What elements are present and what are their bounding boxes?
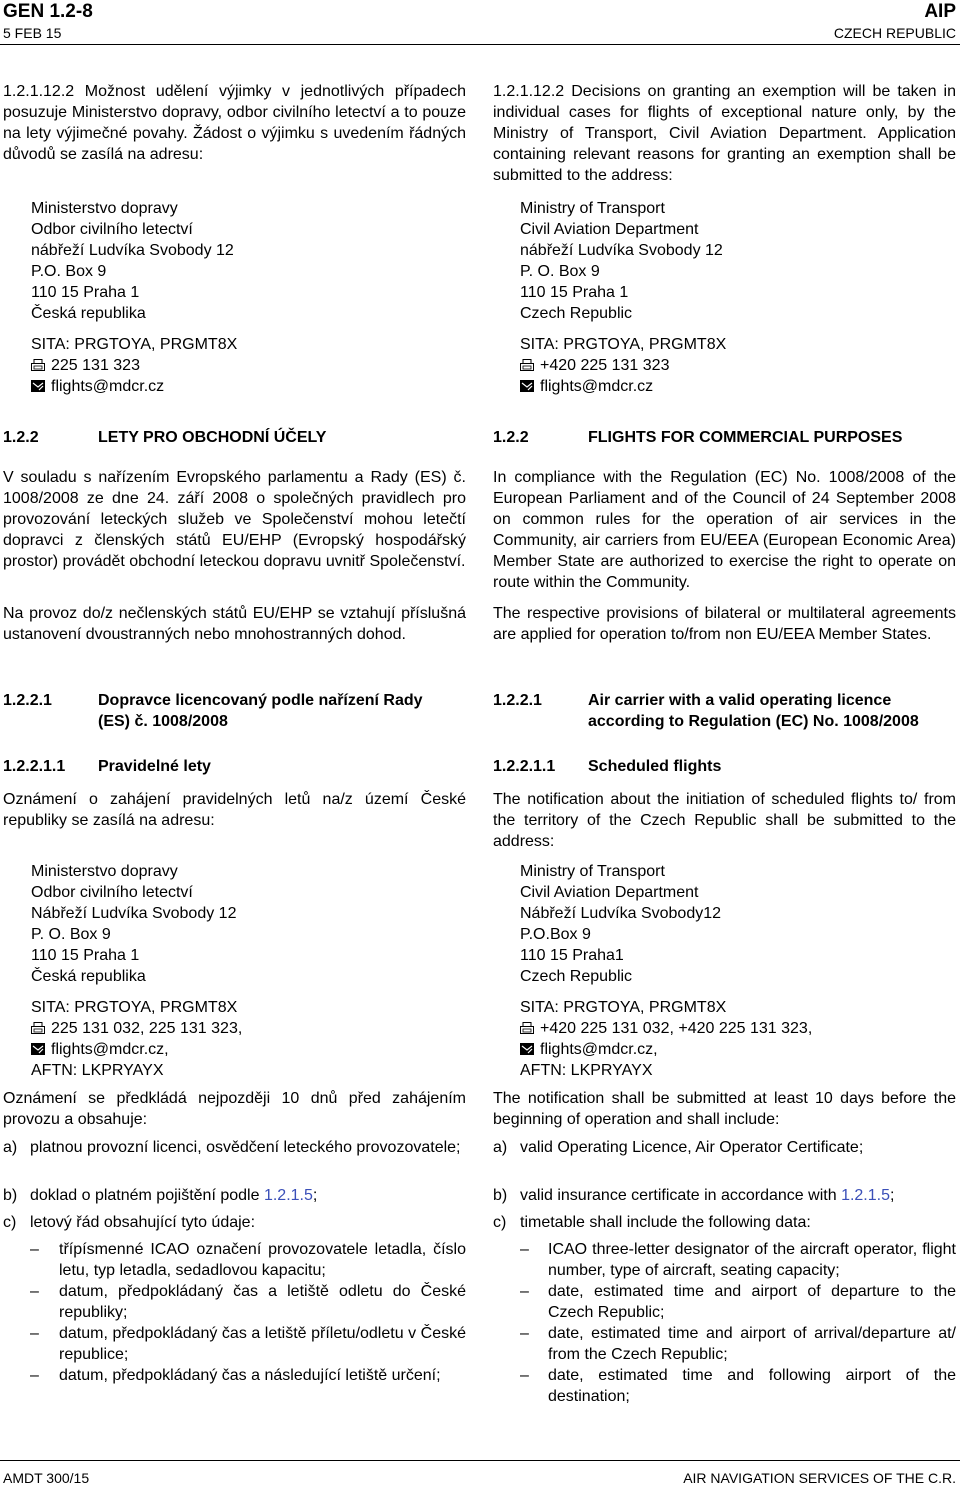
dash-marker: – — [30, 1325, 39, 1342]
fax-number: +420 225 131 323 — [540, 357, 670, 374]
section-number: 1.2.2.1.1 — [493, 758, 556, 775]
mail-line — [520, 376, 956, 397]
dash-item-2: datum, předpokládaný čas a letiště odletu do České republiky; — [59, 1283, 466, 1321]
section-title: Scheduled flights — [588, 758, 722, 775]
header-rule — [0, 44, 960, 45]
email-address: flights@mdcr.cz — [51, 378, 165, 395]
email-address: flights@mdcr.cz, — [540, 1041, 658, 1058]
dash-marker: – — [30, 1367, 39, 1384]
section-number: 1.2.2 — [3, 429, 39, 446]
address-line: P. O. Box 9 — [520, 263, 600, 280]
list-item-b-text: valid insurance certificate in accordance with — [520, 1187, 837, 1204]
fax-number: 225 131 323 — [51, 357, 140, 374]
fax-icon — [31, 359, 45, 371]
list-item-b-text: doklad o platném pojištění podle — [30, 1187, 260, 1204]
cz-para-4: Oznámení o zahájení pravidelných letů na/z území České republiky se zasílá na adresu: — [3, 791, 466, 829]
sita-line: SITA: PRGTOYA, PRGMT8X — [520, 999, 727, 1016]
cz-body-2 — [3, 467, 466, 645]
header-right-title: AIP — [924, 1, 956, 22]
address-line: Ministry of Transport — [520, 200, 665, 217]
address-line: Ministerstvo dopravy — [31, 200, 178, 217]
fax-line — [520, 355, 956, 376]
cz-body-4 — [3, 789, 466, 831]
en-para-2: In compliance with the Regulation (EC) No. 1008/2008 of the European Parliament and of the Council of 24 September 2008 on common rules for the operation of air services in the Community, air carriers from EU/EEA (European Economic Area) Member State are authorized to exercise the right to operate on route within the Community. — [493, 469, 956, 591]
footer-right: AIR NAVIGATION SERVICES OF THE C.R. — [683, 1470, 956, 1486]
en-section-1-2-2 — [493, 427, 956, 449]
en-section-1-2-2-1 — [493, 690, 956, 734]
address-line: P.O.Box 9 — [520, 926, 591, 943]
mail-line — [31, 376, 461, 397]
sita-line: SITA: PRGTOYA, PRGMT8X — [31, 336, 238, 353]
section-number: 1.2.2.1.1 — [3, 758, 66, 775]
en-contacts-1 — [520, 334, 956, 397]
address-line: Odbor civilního letectví — [31, 884, 193, 901]
section-title: Pravidelné lety — [98, 758, 211, 775]
section-title: LETY PRO OBCHODNÍ ÚČELY — [98, 429, 327, 446]
en-contacts-2 — [520, 997, 956, 1081]
fax-icon — [520, 359, 534, 371]
footer-left: AMDT 300/15 — [3, 1470, 90, 1486]
fax-number: +420 225 131 032, +420 225 131 323, — [540, 1020, 813, 1037]
section-link[interactable]: 1.2.1.5 — [841, 1187, 890, 1204]
dash-item-4: date, estimated time and following airport of the destination; — [548, 1367, 956, 1405]
address-line: Nábřeží Ludvíka Svobody12 — [520, 905, 722, 922]
list-label-a: a) — [3, 1139, 18, 1156]
cz-contacts-2 — [31, 997, 461, 1081]
en-address-2 — [520, 861, 956, 987]
cz-para-5: Oznámení se předkládá nejpozději 10 dnů před zahájením provozu a obsahuje: — [3, 1090, 466, 1128]
email-address: flights@mdcr.cz, — [51, 1041, 169, 1058]
address-line: Civil Aviation Department — [520, 884, 699, 901]
dash-marker: – — [520, 1283, 529, 1300]
address-line: P.O. Box 9 — [31, 263, 107, 280]
footer-rule — [0, 1460, 960, 1461]
list-item-a: platnou provozní licenci, osvědčení leteckého provozovatele; — [30, 1139, 461, 1156]
dash-marker: – — [520, 1325, 529, 1342]
mail-line — [31, 1039, 461, 1060]
list-label-c: c) — [493, 1214, 507, 1231]
header-left-title: GEN 1.2-8 — [3, 1, 93, 22]
en-para-4: The notification about the initiation of scheduled flights to/ from the territory of the Czech Republic shall be submitted to the address: — [493, 791, 956, 850]
fax-line — [31, 355, 461, 376]
cz-para-3: Na provoz do/z nečlenských států EU/EHP se vztahují příslušná ustanovení dvoustranných nebo mnohostranných dohod. — [3, 605, 466, 643]
address-line: Czech Republic — [520, 968, 633, 985]
list-item-b — [520, 1185, 894, 1206]
list-item-b-end: ; — [312, 1187, 318, 1204]
section-title-line-2: (ES) č. 1008/2008 — [98, 713, 228, 730]
address-line: Nábřeží Ludvíka Svobody 12 — [31, 905, 237, 922]
cz-address-1 — [31, 198, 461, 324]
dash-item-1: ICAO three-letter designator of the aircraft operator, flight number, type of aircraft, seating capacity; — [548, 1241, 956, 1279]
list-label-c: c) — [3, 1214, 17, 1231]
list-label-b: b) — [3, 1187, 18, 1204]
dash-marker: – — [520, 1367, 529, 1384]
address-line: nábřeží Ludvíka Svobody 12 — [520, 242, 723, 259]
dash-marker: – — [30, 1241, 39, 1258]
list-label-a: a) — [493, 1139, 508, 1156]
sita-line: SITA: PRGTOYA, PRGMT8X — [520, 336, 727, 353]
cz-body-5 — [3, 1088, 466, 1130]
fax-icon — [31, 1022, 45, 1034]
en-column — [493, 81, 956, 186]
email-address: flights@mdcr.cz — [540, 378, 654, 395]
dash-item-4: datum, předpokládaný čas a následující letiště určení; — [59, 1367, 441, 1384]
dash-item-1: třípísmenné ICAO označení provozovatele letadla, číslo letu, typ letadla, sedadlovou kapacitu; — [59, 1241, 466, 1279]
cz-address-2 — [31, 861, 461, 987]
en-para-5: The notification shall be submitted at least 10 days before the beginning of operation and shall include: — [493, 1090, 956, 1128]
section-link[interactable]: 1.2.1.5 — [263, 1187, 313, 1204]
address-line: Czech Republic — [520, 305, 633, 322]
fax-icon — [520, 1022, 534, 1034]
en-section-1-2-2-1-1 — [493, 756, 956, 778]
address-line: P. O. Box 9 — [31, 926, 111, 943]
address-line: Odbor civilního letectví — [31, 221, 193, 238]
cz-para-2: V souladu s nařízením Evropského parlamentu a Rady (ES) č. 1008/2008 ze dne 24. září 2008 o společných pravidlech pro provozování leteckých služeb ve Společenství mohou letečtí dopravci z členských států EU/EHP (Evropský hospodářský prostor) provádět obchodní leteckou dopravu uvnitř Společenství. — [3, 469, 466, 570]
mail-line — [520, 1039, 956, 1060]
section-number: 1.2.2.1 — [3, 692, 52, 709]
list-label-b: b) — [493, 1187, 508, 1204]
en-address-1 — [520, 198, 956, 324]
address-line: 110 15 Praha 1 — [520, 284, 629, 301]
list-item-c: letový řád obsahující tyto údaje: — [30, 1214, 256, 1231]
address-line: Ministry of Transport — [520, 863, 665, 880]
mail-icon — [520, 1043, 534, 1055]
fax-line — [31, 1018, 461, 1039]
sita-line: SITA: PRGTOYA, PRGMT8X — [31, 999, 238, 1016]
cz-section-1-2-2 — [3, 427, 466, 449]
en-body-2 — [493, 467, 956, 645]
section-title-line-1: Air carrier with a valid operating licence — [588, 692, 892, 709]
address-line: Česká republika — [31, 305, 146, 322]
en-para-1: 1.2.1.12.2 Decisions on granting an exemption will be taken in individual cases for flights of exceptional nature only, by the Ministry of Transport, Civil Aviation Department. Application containing relevant reasons for granting an exemption shall be submitted to the address: — [493, 83, 956, 184]
header-left-date: 5 FEB 15 — [3, 25, 62, 41]
dash-marker: – — [30, 1283, 39, 1300]
dash-item-2: date, estimated time and airport of departure to the Czech Republic; — [548, 1283, 956, 1321]
mail-icon — [31, 1043, 45, 1055]
cz-column — [3, 81, 466, 165]
en-para-3: The respective provisions of bilateral or multilateral agreements are applied for operation to/from non EU/EEA Member States. — [493, 605, 956, 643]
section-title-line-1: Dopravce licencovaný podle nařízení Rady — [98, 692, 423, 709]
address-line: 110 15 Praha 1 — [31, 947, 140, 964]
section-title-line-2: according to Regulation (EC) No. 1008/2008 — [588, 713, 919, 730]
aftn-line: AFTN: LKPRYAYX — [520, 1062, 653, 1079]
address-line: Civil Aviation Department — [520, 221, 699, 238]
address-line: Česká republika — [31, 968, 146, 985]
mail-icon — [520, 380, 534, 392]
en-list — [493, 1137, 956, 1407]
dash-item-3: datum, předpokládaný čas a letiště příletu/odletu v České republice; — [59, 1325, 466, 1363]
fax-line — [520, 1018, 956, 1039]
section-title: FLIGHTS FOR COMMERCIAL PURPOSES — [588, 429, 903, 446]
header-right-sub: CZECH REPUBLIC — [833, 25, 956, 41]
list-item-b-end: ; — [890, 1187, 895, 1204]
address-line: Ministerstvo dopravy — [31, 863, 178, 880]
en-body-4 — [493, 789, 956, 852]
list-item-b — [30, 1185, 317, 1206]
address-line: nábřeží Ludvíka Svobody 12 — [31, 242, 234, 259]
aftn-line: AFTN: LKPRYAYX — [31, 1062, 164, 1079]
section-number: 1.2.2 — [493, 429, 529, 446]
fax-number: 225 131 032, 225 131 323, — [51, 1020, 243, 1037]
section-number: 1.2.2.1 — [493, 692, 542, 709]
address-line: 110 15 Praha 1 — [31, 284, 140, 301]
cz-para-1: 1.2.1.12.2 Možnost udělení výjimky v jednotlivých případech posuzuje Ministerstvo dopravy, odbor civilního letectví a to pouze na lety výjimečné povahy. Žádost o výjimku s uvedením řádných důvodů se zasílá na adresu: — [3, 83, 466, 163]
cz-contacts-1 — [31, 334, 461, 397]
cz-section-1-2-2-1-1 — [3, 756, 466, 778]
address-line: 110 15 Praha1 — [520, 947, 624, 964]
dash-item-3: date, estimated time and airport of arrival/departure at/ from the Czech Republic; — [548, 1325, 956, 1363]
dash-marker: – — [520, 1241, 529, 1258]
mail-icon — [31, 380, 45, 392]
list-item-c: timetable shall include the following data: — [520, 1214, 811, 1231]
list-item-a: valid Operating Licence, Air Operator Certificate; — [520, 1139, 864, 1156]
en-body-5 — [493, 1088, 956, 1130]
cz-list — [3, 1137, 466, 1397]
cz-section-1-2-2-1 — [3, 690, 466, 734]
